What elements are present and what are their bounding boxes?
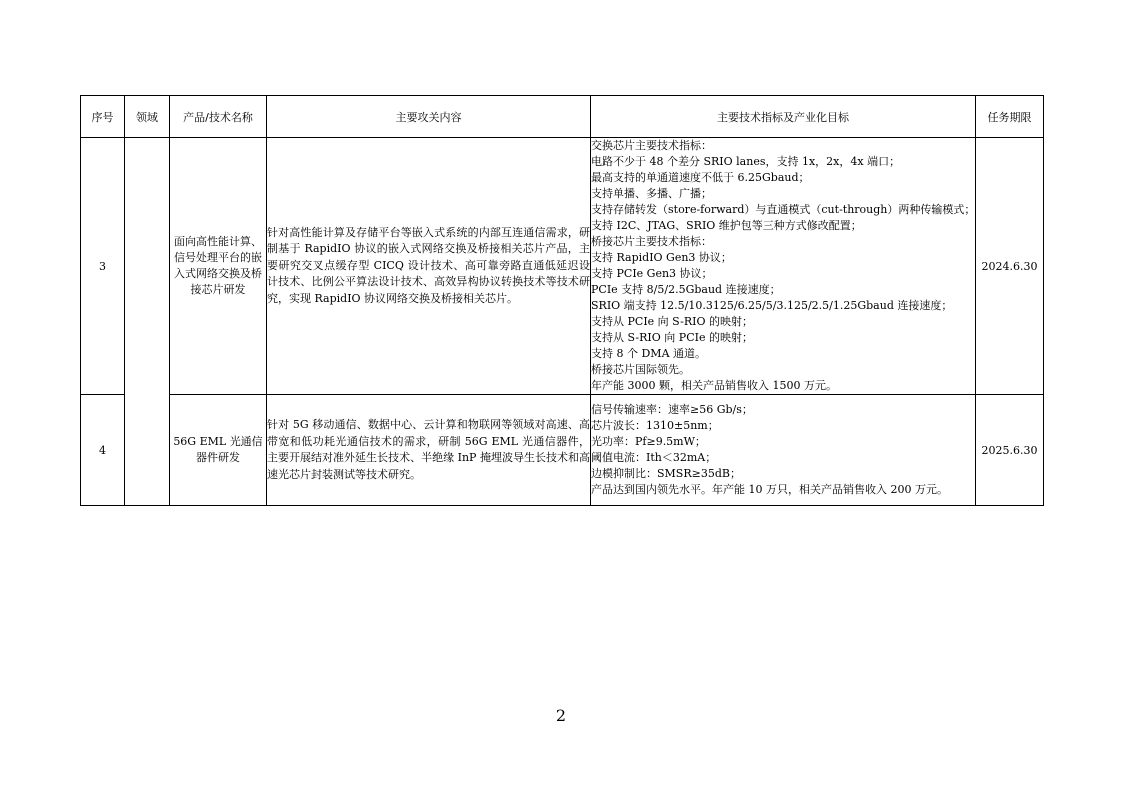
target-line: 支持 PCIe Gen3 协议； <box>591 267 713 280</box>
target-line: 产品达到国内领先水平。年产能 10 万只，相关产品销售收入 200 万元。 <box>591 483 948 496</box>
row-field <box>125 138 170 506</box>
table-row <box>81 395 1044 506</box>
target-line: 信号传输速率：速率≥56 Gb/s； <box>591 403 753 416</box>
target-line: PCIe 支持 8/5/2.5Gbaud 连接速度； <box>591 283 781 296</box>
page-number: 2 <box>555 706 567 725</box>
target-line: 芯片波长：1310±5nm； <box>591 419 719 432</box>
target-line: 阈值电流：Ith＜32mA； <box>591 451 717 464</box>
row-product-name: 56G EML 光通信器件研发 <box>170 395 267 506</box>
target-line: 支持 RapidIO Gen3 协议； <box>591 251 732 264</box>
target-line: 年产能 3000 颗，相关产品销售收入 1500 万元。 <box>591 379 837 392</box>
target-line: SRIO 端支持 12.5/10.3125/6.25/5/3.125/2.5/1.25Gbaud 连接速度； <box>591 299 953 312</box>
row-number: 4 <box>81 395 125 506</box>
target-line: 最高支持的单通道速度不低于 6.25Gbaud； <box>591 171 810 184</box>
header-content: 主要攻关内容 <box>267 96 591 138</box>
target-line: 桥接芯片国际领先。 <box>591 363 690 376</box>
header-name: 产品/技术名称 <box>170 96 267 138</box>
target-line: 支持从 S-RIO 向 PCIe 的映射； <box>591 331 753 344</box>
target-line: 支持 I2C、JTAG、SRIO 维护包等三种方式修改配置； <box>591 219 862 232</box>
header-field: 领域 <box>125 96 170 138</box>
target-line: 边模抑制比：SMSR≥35dB； <box>591 467 741 480</box>
row-deadline: 2025.6.30 <box>976 395 1044 506</box>
target-line: 电路不少于 48 个差分 SRIO lanes，支持 1x，2x，4x 端口； <box>591 155 901 168</box>
row-main-content: 针对高性能计算及存储平台等嵌入式系统的内部互连通信需求，研制基于 RapidIO 协议的嵌入式网络交换及桥接相关芯片产品，主要研究交叉点缓存型 CICQ 设计技术、高可靠旁路直通低延迟设计技术、比例公平算法设计技术、高效异构协议转换技术等技术研究，实现 RapidIO 协议网络交换及桥接相关芯片。 <box>267 138 591 395</box>
target-line: 交换芯片主要技术指标： <box>591 139 712 152</box>
table-row <box>81 138 1044 395</box>
row-deadline: 2024.6.30 <box>976 138 1044 395</box>
row-number: 3 <box>81 138 125 395</box>
header-deadline: 任务期限 <box>976 96 1044 138</box>
header-row <box>81 96 1044 138</box>
target-line: 桥接芯片主要技术指标： <box>591 235 712 248</box>
target-line: 支持存储转发（store-forward）与直通模式（cut-through）两种传输模式； <box>591 203 976 216</box>
target-line: 支持单播、多播、广播； <box>591 187 712 200</box>
row-targets <box>591 138 976 395</box>
project-table <box>80 95 1044 506</box>
header-no: 序号 <box>81 96 125 138</box>
target-line: 支持从 PCIe 向 S-RIO 的映射； <box>591 315 753 328</box>
row-targets <box>591 395 976 506</box>
header-targets: 主要技术指标及产业化目标 <box>591 96 976 138</box>
target-line: 光功率：Pf≥9.5mW； <box>591 435 706 448</box>
row-product-name: 面向高性能计算、信号处理平台的嵌入式网络交换及桥接芯片研发 <box>170 138 267 395</box>
row-main-content: 针对 5G 移动通信、数据中心、云计算和物联网等领域对高速、高带宽和低功耗光通信技术的需求，研制 56G EML 光通信器件，主要开展结对准外延生长技术、半绝缘 InP 掩埋波导生长技术和高速光芯片封装测试等技术研究。 <box>267 395 591 506</box>
target-line: 支持 8 个 DMA 通道。 <box>591 347 707 360</box>
